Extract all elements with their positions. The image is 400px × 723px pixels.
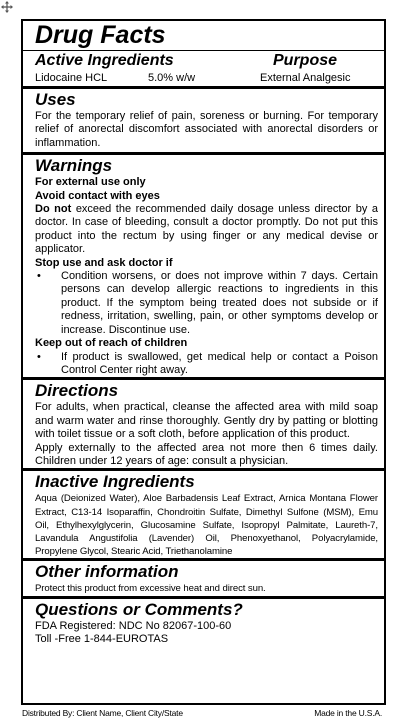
directions-text-1: For adults, when practical, cleanse the affected area with mild soap and warm water and rinse thoroughly. Gently dry by patting or blotting with toilet tissue or a soft cloth, before application of this product.	[35, 401, 378, 441]
bullet-mark: •	[37, 270, 41, 283]
label-footer	[22, 707, 386, 719]
uses-heading: Uses	[35, 90, 76, 109]
questions-heading: Questions or Comments?	[35, 599, 243, 619]
stop-use-bullet	[23, 270, 384, 337]
uses-text: For the temporary relief of pain, soreness or burning. For temporary relief of anorectal discomfort associated with anorectal disorders or inflammation.	[35, 110, 378, 149]
toll-free-number: Toll -Free 1-844-EUROTAS	[35, 632, 169, 645]
bullet-mark: •	[37, 350, 41, 363]
active-ingredients-header	[23, 51, 384, 71]
ingredient-name: Lidocaine HCL	[35, 72, 108, 84]
do-not-text: exceed the recommended daily dosage unless director by a doctor. In case of bleeding, consult a doctor promptly. Do not put this product into the rectum by using finger or any medical devise or applicator.	[35, 203, 378, 256]
purpose-heading: Purpose	[273, 52, 338, 69]
fda-registration: FDA Registered: NDC No 82067-100-60	[35, 619, 232, 632]
made-in-line: Made in the U.S.A.	[314, 708, 382, 718]
other-information-text: Protect this product from excessive heat and direct sun.	[35, 583, 266, 595]
keep-out-text: If product is swallowed, get medical help or contact a Poison Control Center right away.	[61, 350, 378, 376]
drug-facts-panel	[21, 19, 386, 705]
stop-use-text: Condition worsens, or does not improve within 7 days. Certain persons can develop allergic reactions to ingredients in this product. If the symptom being treated does not subside or if redness, irritation, swelling, pain, or other symptoms develop or increase. Discontinue use.	[61, 270, 378, 336]
do-not-warning	[23, 203, 384, 257]
distributor-line: Distributed By: Client Name, Client City/State	[22, 708, 183, 718]
move-arrows-icon[interactable]	[1, 1, 13, 13]
ingredient-purpose: External Analgesic	[260, 72, 351, 84]
active-ingredients-heading: Active Ingredients	[35, 52, 174, 69]
keep-out-heading: Keep out of reach of children	[35, 337, 188, 350]
drug-facts-title: Drug Facts	[35, 21, 166, 49]
active-ingredient-row	[23, 71, 384, 86]
directions-text-2: Apply externally to the affected area not more then 6 times daily. Children under 12 years of age: consult a physician.	[35, 441, 378, 467]
other-information-heading: Other information	[35, 562, 179, 582]
inactive-ingredients-heading: Inactive Ingredients	[35, 472, 195, 492]
warnings-heading: Warnings	[35, 156, 113, 176]
stop-use-heading: Stop use and ask doctor if	[35, 256, 173, 269]
avoid-eyes-warning: Avoid contact with eyes	[35, 189, 160, 202]
keep-out-bullet	[23, 351, 384, 378]
external-use-warning: For external use only	[35, 176, 146, 189]
directions-heading: Directions	[35, 381, 119, 401]
ingredient-amount: 5.0% w/w	[148, 72, 196, 84]
inactive-ingredients-text: Aqua (Deionized Water), Aloe Barbadensis Leaf Extract, Arnica Montana Flower Extract, C13-14 Isoparaffin, Chondroitin Sulfate, Dimethyl Sulfone (MSM), Emu Oil, Ethylhexylglycerin, Glucosamine Sulfate, Isopropyl Palmitate, Laureth-7, Lavandula Angustifolia (Lavender) Oil, Phenoxyethanol, Polyacrylamide, Propylene Glycol, Stearic Acid, Triethanolamine	[35, 493, 378, 558]
do-not-lead: Do not	[35, 203, 72, 216]
